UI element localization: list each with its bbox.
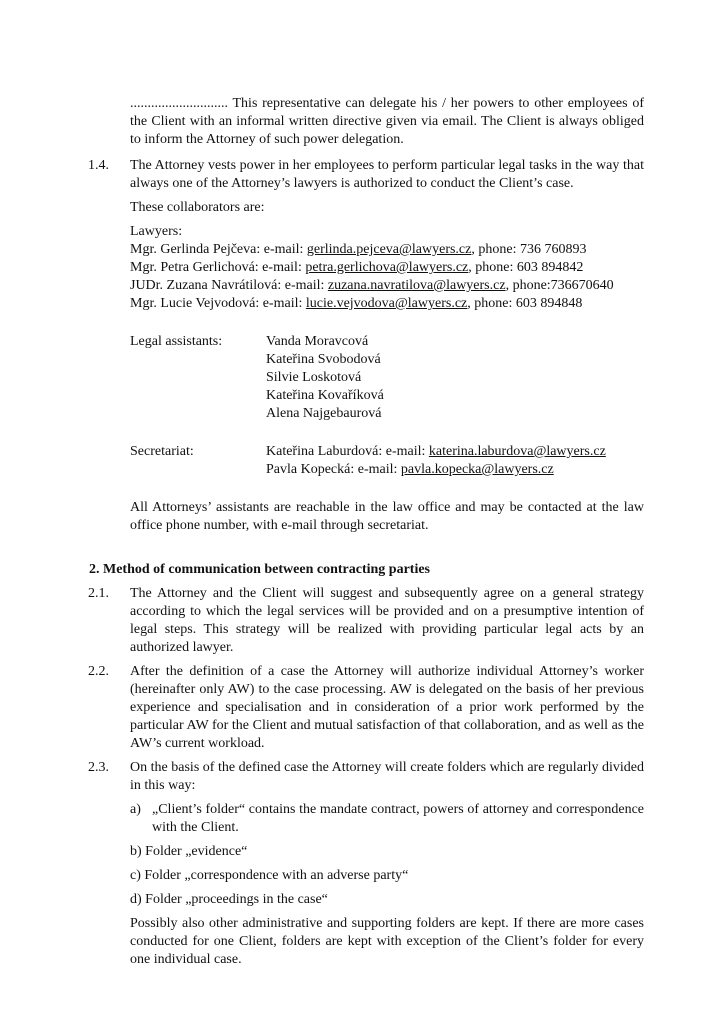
- lawyer-line: Mgr. Lucie Vejvodová: e-mail: lucie.vejvodova@lawyers.cz, phone: 603 894848: [130, 296, 583, 311]
- assistant-name: Kateřina Svobodová: [266, 352, 381, 367]
- collaborators-intro: These collaborators are:: [130, 200, 265, 215]
- folder-text: „Client’s folder“ contains the mandate contract, powers of attorney and correspondence with the Client.: [152, 802, 644, 835]
- intro-paragraph: ............................ This representative can delegate his / her powers to other employees of the Client with an informal written directive given via email. The Client is always obliged to inform the Attorney of such power delegation.: [130, 96, 644, 147]
- section-1-4: [88, 157, 644, 193]
- section-text: The Attorney vests power in her employees to perform particular legal tasks in the way that always one of the Attorney’s lawyers is authorized to conduct the Client’s case.: [130, 158, 644, 191]
- secretariat-block: [130, 443, 644, 479]
- lawyers-block: [130, 223, 644, 313]
- email-link[interactable]: gerlinda.pejceva@lawyers.cz: [306, 242, 472, 257]
- lawyer-line: Mgr. Gerlinda Pejčeva: e-mail: gerlinda.pejceva@lawyers.cz, phone: 736 760893: [130, 242, 587, 257]
- section-number: 1.4.: [88, 158, 109, 173]
- section-2-2: [88, 663, 644, 753]
- legal-assistants-block: [130, 333, 644, 423]
- assistants-label: Legal assistants:: [130, 334, 223, 349]
- section-number: 2.3.: [88, 760, 109, 775]
- secretariat-list: [266, 443, 606, 479]
- section-2-1: [88, 585, 644, 657]
- email-link[interactable]: petra.gerlichova@lawyers.cz: [305, 260, 469, 275]
- assistant-name: Kateřina Kovaříková: [266, 388, 384, 403]
- list-marker: a): [130, 802, 141, 817]
- section-number: 2.2.: [88, 664, 109, 679]
- section-number: 2.1.: [88, 586, 109, 601]
- folder-item-c: c) Folder „correspondence with an adverse party“: [130, 868, 409, 883]
- section-text: On the basis of the defined case the Attorney will create folders which are regularly divided in this way:: [130, 760, 644, 793]
- other-folders-paragraph: Possibly also other administrative and supporting folders are kept. If there are more cases conducted for one Client, folders are kept with exception of the Client’s folder for every one individual case.: [130, 916, 644, 967]
- secretariat-line: Kateřina Laburdová: e-mail: katerina.laburdova@lawyers.cz: [266, 444, 606, 459]
- folder-item-b: b) Folder „evidence“: [130, 844, 248, 859]
- secretariat-line: Pavla Kopecká: e-mail: pavla.kopecka@lawyers.cz: [266, 462, 554, 477]
- section-2-3: [88, 759, 644, 795]
- lawyers-label: Lawyers:: [130, 224, 183, 239]
- document-page: [88, 95, 644, 969]
- assistant-name: Alena Najgebaurová: [266, 406, 382, 421]
- folder-item-a: [130, 801, 644, 837]
- lawyer-line: JUDr. Zuzana Navrátilová: e-mail: zuzana.navratilova@lawyers.cz, phone:736670640: [130, 278, 614, 293]
- folder-item-d: d) Folder „proceedings in the case“: [130, 892, 328, 907]
- section-text: The Attorney and the Client will suggest and subsequently agree on a general strategy according to which the legal services will be provided and on a presumptive intention of legal steps. This strategy will be realized with providing particular legal acts by an authorized lawyer.: [130, 586, 644, 655]
- lawyer-line: Mgr. Petra Gerlichová: e-mail: petra.gerlichova@lawyers.cz, phone: 603 894842: [130, 260, 584, 275]
- section-2-heading: 2. Method of communication between contracting parties: [89, 562, 431, 577]
- assistant-name: Vanda Moravcová: [266, 334, 369, 349]
- email-link[interactable]: lucie.vejvodova@lawyers.cz: [305, 296, 468, 311]
- email-link[interactable]: zuzana.navratilova@lawyers.cz: [327, 278, 506, 293]
- assistants-list: [266, 333, 384, 423]
- email-link[interactable]: katerina.laburdova@lawyers.cz: [428, 444, 606, 459]
- email-link[interactable]: pavla.kopecka@lawyers.cz: [400, 462, 554, 477]
- section-text: After the definition of a case the Attorney will authorize individual Attorney’s worker (hereinafter only AW) to the case processing. AW is delegated on the basis of her previous experience and specialisation and in consideration of a prior work performed by the particular AW for the Client and mutual satisfaction of that collaboration, and as well as the AW’s current workload.: [130, 664, 644, 751]
- assistant-name: Silvie Loskotová: [266, 370, 362, 385]
- secretariat-label: Secretariat:: [130, 444, 194, 459]
- assistants-reachable-paragraph: All Attorneys’ assistants are reachable in the law office and may be contacted at the law office phone number, with e-mail through secretariat.: [130, 500, 644, 533]
